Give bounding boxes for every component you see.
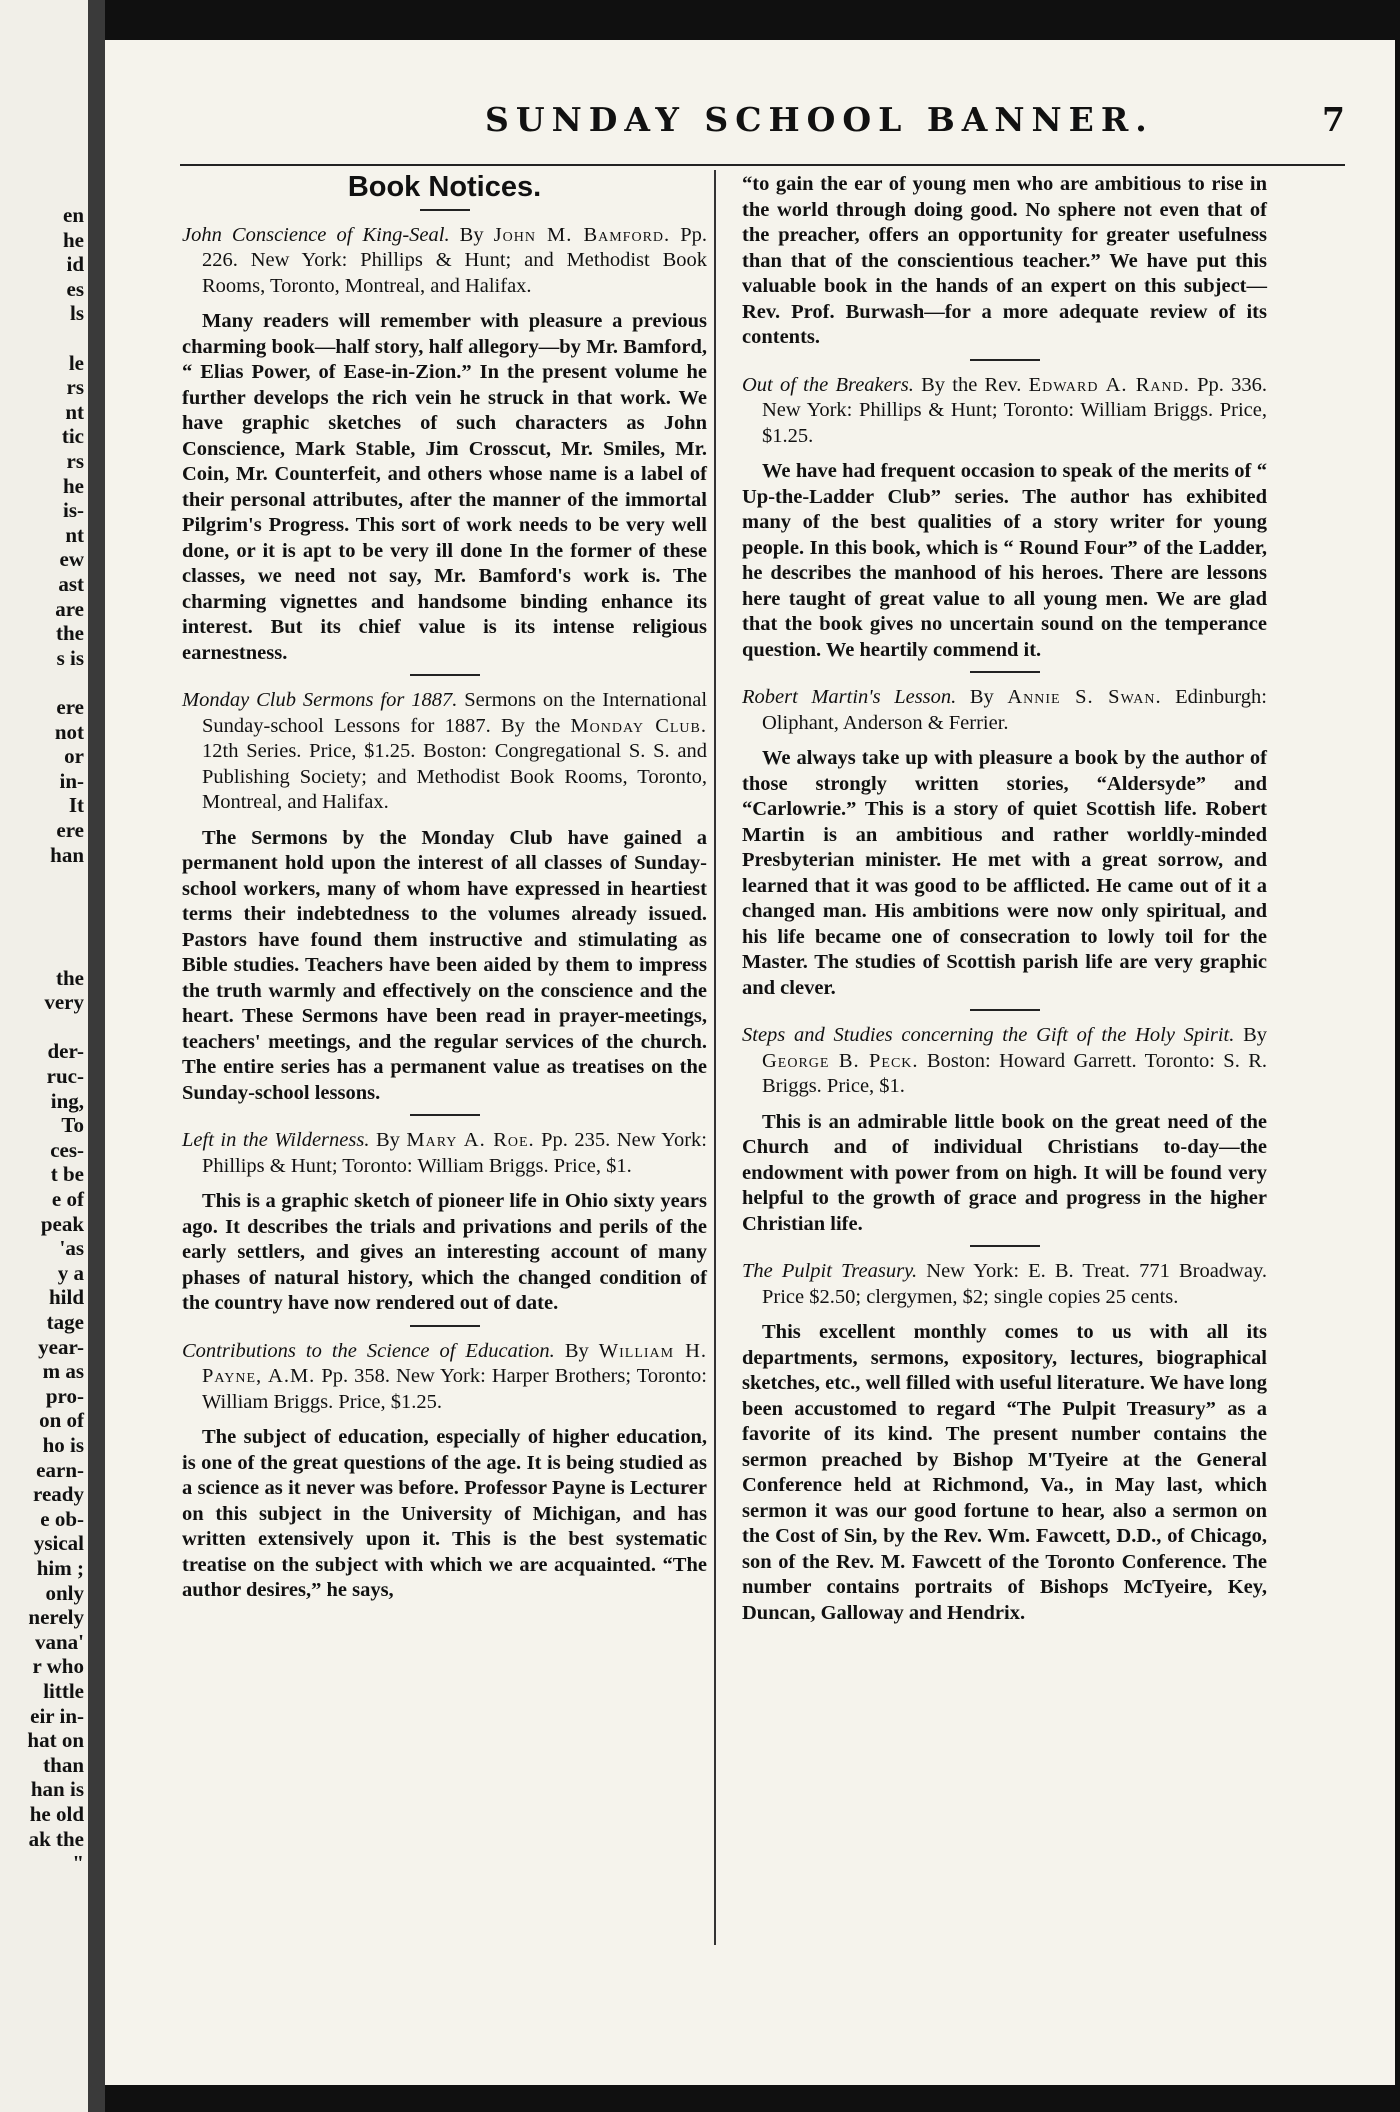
previous-page-text-fragment: peak — [40, 1211, 84, 1236]
review-text: The subject of education, especially of higher education, is one of the great questions of the age. It is being studied as a science as it never was before. Professor Payne is Lecturer on this subject in the University of Michigan, and has written extensively upon it. This is the best systematic treatise on the subject with which we are acquainted. “The author desires,” he says, — [182, 1426, 707, 1601]
notice-separator — [970, 1245, 1040, 1247]
notice-heading — [742, 1259, 1267, 1310]
notice-heading — [182, 1128, 707, 1179]
notice-heading — [182, 223, 707, 300]
publication-details: Pp. 358. New York: Harper Brothers; Toronto: William Briggs. Price, $1.25. — [202, 1365, 708, 1413]
previous-page-text-fragment: pro- — [45, 1383, 84, 1408]
author-name: George B. Peck. — [762, 1049, 919, 1072]
previous-page-text-fragment: It — [68, 793, 84, 818]
book-notice — [182, 1339, 707, 1604]
previous-page-text-fragment: ls — [69, 301, 84, 326]
previous-page-text-fragment: the — [56, 965, 84, 990]
previous-page-text-fragment: le — [68, 350, 84, 375]
previous-page-text-fragment: ew — [59, 547, 84, 572]
previous-page-text-fragment: s is — [56, 645, 84, 670]
publication-details: Edinburgh: Oliphant, Anderson & Ferrier. — [762, 686, 1267, 734]
previous-page-text-fragment: ast — [58, 572, 84, 596]
byline: By — [375, 1129, 400, 1151]
byline: By — [564, 1339, 589, 1362]
previous-page-text-fragment: To — [61, 1113, 84, 1138]
book-notice — [742, 1259, 1267, 1626]
book-title: Monday Club Sermons for 1887. — [182, 689, 458, 711]
byline: By — [1243, 1024, 1267, 1046]
book-page — [105, 40, 1395, 2085]
notice-separator — [410, 1114, 480, 1116]
right-column — [742, 172, 1267, 1632]
book-notice — [182, 688, 707, 1106]
previous-page-text-fragment: hild — [48, 1285, 84, 1310]
byline: By — [459, 223, 484, 246]
publication-details: 12th Series. Price, $1.25. Boston: Congregational S. S. and Publishing Society; and Methodist Book Rooms, Toronto, Montreal, and Halifax. — [202, 740, 707, 813]
publication-details: Boston: Howard Garrett. Toronto: S. R. Briggs. Price, $1. — [762, 1049, 1268, 1097]
review-text: This is an admirable little book on the great need of the Church and of individual Christians to-day—the endowment with power from on high. It will be found very helpful to the growth of grace and progress in the higher Christian life. — [742, 1110, 1267, 1235]
previous-page-text-fragment: ing, — [50, 1088, 84, 1113]
book-gutter — [88, 0, 105, 2112]
previous-page-text-fragment: him ; — [36, 1556, 84, 1580]
notice-separator — [410, 1325, 480, 1327]
header-rule — [180, 164, 1345, 166]
notice-separator — [970, 359, 1040, 361]
previous-page-text-fragment: than — [43, 1752, 84, 1777]
previous-page-text-fragment: ak the — [28, 1826, 84, 1851]
notice-heading — [742, 685, 1267, 736]
publication-details: Pp. 336. New York: Phillips & Hunt; Toronto: William Briggs. Price, $1.25. — [762, 373, 1268, 447]
review-text: Many readers will remember with pleasure a previous charming book—half story, half allegory—by Mr. Bamford, “ Elias Power, of Ease-in-Zion.” In the present volume he further develops the rich vein he struck in that work. We have graphic sketches of such characters as John Conscience, Mark Stable, Jim Crosscut, Mr. Smiles, Mr. Coin, Mr. Counterfeit, and others whose name is a label of their personal attributes, after the manner of the immortal Pilgrim's Progress. This sort of work needs to be very well done, or it is apt to be very ill done In the former of these classes, we need not say, Mr. Bamford's work is. The charming vignettes and handsome binding enhance its interest. But its chief value is its intense religious earnestness. — [182, 310, 707, 664]
previous-page-text-fragment: not — [54, 719, 84, 744]
book-notice — [182, 223, 707, 667]
book-title: Contributions to the Science of Education. — [182, 1339, 555, 1362]
previous-page-text-fragment: t be — [50, 1162, 84, 1187]
author-name: William H. Payne, A.M. — [202, 1339, 708, 1387]
previous-page-text-fragment: year- — [38, 1334, 84, 1359]
page-number: 7 — [1322, 100, 1345, 139]
review-text: This is a graphic sketch of pioneer life in Ohio sixty years ago. It describes the trials and privations and perils of the early settlers, and gives an interesting account of many phases of natural history, which the changed condition of the country have now rendered out of date. — [182, 1190, 707, 1314]
continued-review-text: “to gain the ear of young men who are ambitious to rise in the world through doing good. No sphere not even that of the preacher, offers an opportunity for greater usefulness than that of the conscientious teacher.” We have put this valuable book in the hands of an expert on this subject—Rev. Prof. Burwash—for a more adequate review of its contents. — [742, 173, 1267, 348]
previous-page-text-fragment: " — [72, 1851, 84, 1876]
previous-page-text-fragment: ysical — [33, 1531, 84, 1556]
book-title: Robert Martin's Lesson. — [742, 686, 957, 708]
previous-page-text-fragment: nerely — [28, 1605, 84, 1630]
book-notice — [182, 1128, 707, 1317]
previous-page-text-fragment: id — [66, 252, 84, 277]
previous-page-text-fragment: earn- — [36, 1457, 84, 1482]
previous-page-text-fragment: he — [63, 473, 84, 498]
publication-details: Pp. 235. New York: Phillips & Hunt; Toronto: William Briggs. Price, $1. — [202, 1129, 708, 1177]
notice-heading — [182, 1339, 707, 1416]
previous-page-text-fragment: is- — [63, 498, 84, 523]
title-separator — [420, 209, 470, 211]
previous-page-text-fragment: or — [64, 744, 84, 769]
previous-page-text-fragment: en — [63, 203, 84, 227]
notice-heading — [742, 373, 1267, 450]
book-notice — [742, 1023, 1267, 1237]
previous-page-text-fragment: han is — [30, 1777, 84, 1802]
running-header-title: SUNDAY SCHOOL BANNER. — [485, 100, 1154, 139]
book-notice — [742, 685, 1267, 1001]
previous-page-edge — [0, 0, 88, 2112]
previous-page-text-fragment: ruc- — [46, 1064, 84, 1088]
notice-separator — [970, 671, 1040, 673]
book-notice — [742, 373, 1267, 664]
previous-page-text-fragment: m as — [42, 1359, 84, 1384]
previous-page-text-fragment: rs — [66, 449, 84, 473]
previous-page-text-fragment: ho is — [42, 1433, 84, 1457]
author-name: Annie S. Swan. — [1007, 686, 1162, 708]
previous-page-text-fragment: nt — [65, 399, 84, 424]
byline: By — [969, 686, 994, 708]
previous-page-text-fragment: in- — [59, 768, 84, 793]
book-title: Left in the Wilderness. — [182, 1129, 370, 1151]
previous-page-text-fragment: nt — [65, 522, 84, 547]
previous-page-text-fragment: e ob- — [40, 1506, 84, 1531]
byline: Sermons on the International Sunday-school Lessons for 1887. By the — [202, 689, 708, 737]
previous-page-text-fragment: es — [66, 276, 84, 301]
previous-page-text-fragment: r who — [32, 1654, 84, 1679]
previous-page-text-fragment: are — [55, 596, 84, 621]
book-title: The Pulpit Treasury. — [742, 1260, 918, 1282]
column-divider — [714, 170, 716, 1945]
previous-page-text-fragment: 'as — [59, 1236, 84, 1261]
previous-page-text-fragment: ere — [56, 818, 84, 842]
author-name: Mary A. Roe. — [406, 1129, 535, 1151]
notice-heading — [742, 1023, 1267, 1100]
review-text: The Sermons by the Monday Club have gained a permanent hold upon the interest of all classes of Sunday-school workers, many of whom have expressed in heartiest terms their indebtedness to the volumes already issued. Pastors have found them instructive and stimulating as Bible studies. Teachers have been aided by them to impress the truth warmly and effectively on the conscience and the heart. These Sermons have been read in prayer-meetings, teachers' meetings, and the regular services of the church. The entire series has a permanent value as treatises on the Sunday-school lessons. — [182, 826, 707, 1104]
notice-separator — [970, 1009, 1040, 1011]
previous-page-text-fragment: rs — [66, 375, 84, 400]
previous-page-text-fragment: ces- — [50, 1137, 84, 1162]
review-text: We have had frequent occasion to speak of the merits of “ Up-the-Ladder Club” series. The author has exhibited many of the best qualities of a story writer for young people. In this book, which is “ Round Four” of the Ladder, he describes the manhood of his heroes. There are lessons here taught of great value to all young men. We are glad that the book gives no uncertain sound on the temperance question. We heartily commend it. — [742, 460, 1267, 661]
previous-page-text-fragment: he — [63, 227, 84, 252]
author-name: John M. Bamford. — [493, 223, 671, 246]
previous-page-text-fragment: e of — [51, 1187, 84, 1211]
review-text: We always take up with pleasure a book by the author of those strongly written stories, “Aldersyde” and “Carlowrie.” This is a story of quiet Scottish life. Robert Martin is an ambitious and rather worldly-minded Presbyterian minister. He met with a great sorrow, and learned that it was good to be afflicted. He came out of it a changed man. His ambitions were now only spiritual, and his life became one of consecration to lowly toil for the Master. The studies of Scottish parish life are very graphic and clever. — [742, 747, 1267, 999]
author-name: Monday Club. — [570, 714, 708, 737]
previous-page-text-fragment: y a — [57, 1260, 84, 1285]
previous-page-text-fragment: tic — [61, 424, 84, 449]
previous-page-text-fragment: on of — [39, 1408, 84, 1433]
publication-details: Pp. 226. New York: Phillips & Hunt; and Methodist Book Rooms, Toronto, Montreal, and Halifax. — [202, 223, 707, 297]
byline: By the Rev. — [921, 373, 1022, 396]
previous-page-text-fragment: ere — [56, 695, 84, 719]
previous-page-text-fragment: he old — [29, 1802, 84, 1826]
left-column — [182, 172, 707, 1610]
previous-page-text-fragment: han — [50, 842, 84, 867]
notice-heading — [182, 688, 707, 816]
previous-page-text-fragment: tage — [46, 1310, 84, 1334]
previous-page-text-fragment: only — [45, 1580, 84, 1605]
book-title: Out of the Breakers. — [742, 373, 914, 396]
previous-page-text-fragment: ready — [33, 1482, 84, 1507]
section-title: Book Notices. — [347, 171, 542, 203]
review-text: This excellent monthly comes to us with all its departments, sermons, expository, lectures, biographical sketches, etc., well filled with useful literature. We have long been accustomed to regard “The Pulpit Treasury” as a favorite of its kind. The present number contains the sermon preached by Bishop M'Tyeire at the General Conference held at Richmond, Va., in May last, which sermon it was our good fortune to hear, also a sermon on the Cost of Sin, by the Rev. Wm. Fawcett, D.D., of Chicago, son of the Rev. M. Fawcett of the Toronto Conference. The number contains portraits of Bishops McTyeire, Key, Duncan, Galloway and Hendrix. — [742, 1321, 1267, 1624]
publication-details: New York: E. B. Treat. 771 Broadway. Price $2.50; clergymen, $2; single copies 25 cents. — [762, 1260, 1268, 1308]
book-title: Steps and Studies concerning the Gift of the Holy Spirit. — [742, 1024, 1235, 1046]
previous-page-text-fragment: little — [43, 1679, 84, 1703]
notice-separator — [410, 674, 480, 676]
author-name: Edward A. Rand. — [1028, 373, 1190, 396]
previous-page-text-fragment: very — [44, 990, 84, 1015]
previous-page-text-fragment: der- — [47, 1039, 84, 1064]
previous-page-text-fragment: vana' — [34, 1629, 84, 1654]
previous-page-text-fragment: eir in- — [30, 1703, 84, 1728]
previous-page-text-fragment: the — [56, 621, 84, 646]
book-title: John Conscience of King-Seal. — [182, 223, 450, 246]
previous-page-text-fragment: hat on — [27, 1728, 84, 1753]
